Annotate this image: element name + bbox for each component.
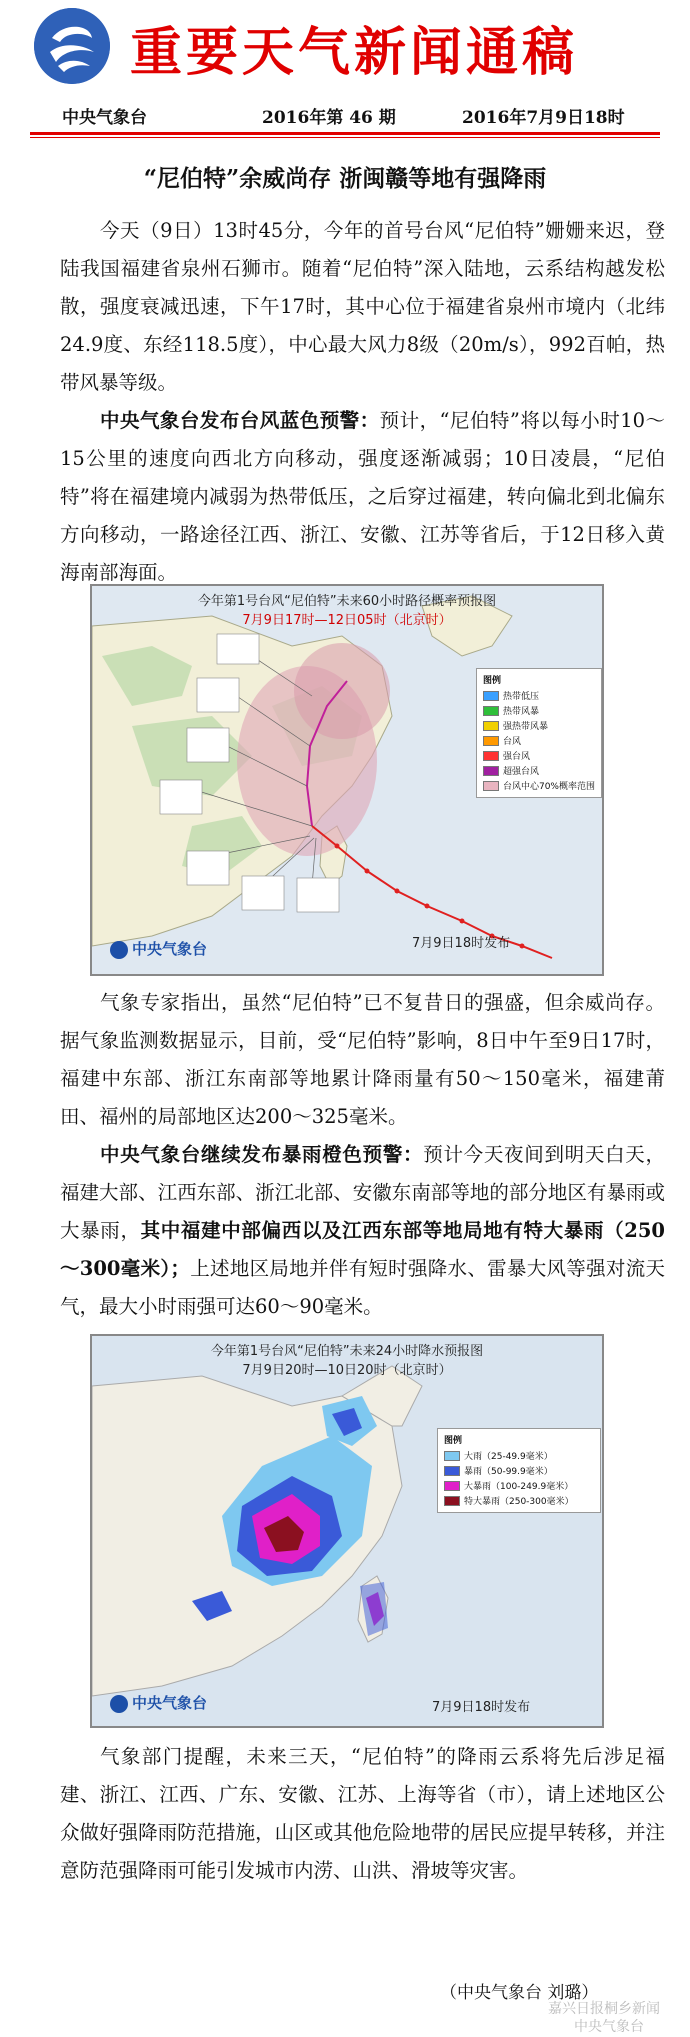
rainfall-forecast-map	[90, 1334, 604, 1728]
legend-swatch	[483, 766, 499, 776]
rainfall-map-graphic	[92, 1336, 602, 1726]
legend-swatch	[444, 1481, 460, 1491]
track-map-published: 7月9日18时发布	[412, 936, 511, 951]
rainfall-legend-items	[444, 1448, 594, 1508]
legend-item	[483, 733, 595, 748]
rainfall-publisher-text: 中央气象台	[132, 1694, 208, 1712]
legend-item	[444, 1463, 594, 1478]
orange-warning-text: 预计今天夜间到明天白天，福建大部、江西东部、浙江北部、安徽东南部等地的部分地区有暴雨或大暴雨，	[60, 1143, 665, 1242]
legend-label: 强台风	[503, 752, 531, 762]
legend-swatch	[483, 781, 499, 791]
legend-label: 超强台风	[503, 767, 540, 777]
rainfall-map-title: 今年第1号台风“尼伯特”未来24小时降水预报图	[210, 1344, 484, 1359]
issue-date: 2016年7月9日18时	[462, 108, 625, 128]
headline: “尼伯特”余威尚存 浙闽赣等地有强降雨	[143, 165, 547, 192]
legend-item	[483, 703, 595, 718]
legend-item	[483, 688, 595, 703]
track-forecast-map	[90, 584, 604, 976]
legend-swatch	[483, 736, 499, 746]
track-publisher-text: 中央气象台	[132, 940, 208, 958]
paragraph-orange-warning	[60, 1136, 665, 1326]
cma-small-logo-icon	[110, 1695, 128, 1713]
legend-item	[483, 718, 595, 733]
track-map-legend	[476, 668, 602, 798]
legend-item	[444, 1493, 594, 1508]
legend-swatch	[444, 1496, 460, 1506]
cma-logo-icon	[34, 8, 110, 84]
legend-swatch	[483, 721, 499, 731]
blue-warning-label: 中央气象台发布台风蓝色预警：	[100, 409, 380, 432]
track-map-title: 今年第1号台风“尼伯特”未来60小时路径概率预报图	[197, 594, 497, 609]
watermark-source: 嘉兴日报桐乡新闻	[548, 2001, 660, 2017]
paragraph-reminder: 气象部门提醒，未来三天，“尼伯特”的降雨云系将先后涉足福建、浙江、江西、广东、安徽、江苏、上海等省（市），请上述地区公众做好强降雨防范措施，山区或其他危险地带的居民应提早转移，并注意防范强降雨可能引发城市内涝、山洪、滑坡等灾害。	[60, 1745, 665, 1882]
legend-item	[444, 1478, 594, 1493]
legend-label: 热带低压	[503, 692, 540, 702]
signature: （中央气象台 刘璐）	[440, 1983, 599, 2003]
track-map-publisher	[110, 938, 207, 959]
header	[0, 0, 690, 90]
legend-label: 大暴雨（100-249.9毫米）	[464, 1482, 574, 1492]
paragraph-landfall: 今天（9日）13时45分，今年的首号台风“尼伯特”姗姗来迟，登陆我国福建省泉州石狮市。随着“尼伯特”深入陆地，云系结构越发松散，强度衰减迅速，下午17时，其中心位于福建省泉州市境内（北纬24.9度、东经118.5度），中心最大风力8级（20m/s），992百帕，热带风暴等级。	[60, 219, 665, 394]
legend-item	[483, 763, 595, 778]
legend-swatch	[483, 691, 499, 701]
blue-warning-text: 预计，“尼伯特”将以每小时10～15公里的速度向西北方向移动，强度逐渐减弱；10日凌晨，“尼伯特”将在福建境内减弱为热带低压，之后穿过福建，转向偏北到北偏东方向移动，一路途径江西、浙江、安徽、江苏等省后，于12日移入黄海南部海面。	[60, 409, 665, 584]
watermark-agency: 中央气象台	[574, 2019, 644, 2035]
legend-label: 台风	[503, 737, 522, 747]
rainfall-map-published: 7月9日18时发布	[432, 1700, 531, 1715]
paragraph-blue-warning	[60, 402, 665, 592]
legend-item	[483, 748, 595, 763]
cma-small-logo-icon	[110, 941, 128, 959]
legend-label: 台风中心70%概率范围	[502, 782, 595, 792]
rainfall-map-title-block	[92, 1340, 602, 1378]
legend-label: 特大暴雨（250-300毫米）	[464, 1497, 574, 1507]
legend-item	[444, 1448, 594, 1463]
rainfall-map-subtitle: 7月9日20时—10日20时（北京时）	[242, 1363, 452, 1378]
rainfall-map-legend	[437, 1428, 601, 1513]
legend-label: 暴雨（50-99.9毫米）	[464, 1467, 553, 1477]
issue-number: 2016年第 46 期	[262, 108, 396, 128]
rainfall-legend-title: 图例	[444, 1436, 463, 1446]
legend-swatch	[483, 706, 499, 716]
issuer: 中央气象台	[62, 108, 147, 128]
orange-warning-tail: 上述地区局地并伴有短时强降水、雷暴大风等强对流天气，最大小时雨强可达60～90毫米。	[60, 1257, 665, 1318]
header-rule	[30, 132, 660, 135]
track-legend-title: 图例	[483, 676, 502, 686]
header-rule-thin	[30, 137, 660, 138]
track-map-title-block	[92, 590, 602, 628]
legend-swatch	[483, 751, 499, 761]
legend-swatch	[444, 1466, 460, 1476]
rainfall-map-publisher	[110, 1692, 207, 1713]
orange-warning-label: 中央气象台继续发布暴雨橙色预警：	[100, 1143, 424, 1166]
legend-label: 强热带风暴	[503, 722, 549, 732]
legend-item	[483, 778, 595, 793]
track-map-subtitle: 7月9日17时—12日05时（北京时）	[242, 613, 452, 628]
legend-label: 热带风暴	[503, 707, 540, 717]
paragraph-expert: 气象专家指出，虽然“尼伯特”已不复昔日的强盛，但余威尚存。据气象监测数据显示，目前，受“尼伯特”影响，8日中午至9日17时，福建中东部、浙江东南部等地累计降雨量有50～150毫米，福建莆田、福州的局部地区达200～325毫米。	[60, 991, 665, 1128]
orange-warning-highlight: 其中福建中部偏西以及江西东部等地局地有特大暴雨（250～300毫米）；	[60, 1219, 665, 1280]
track-legend-items	[483, 688, 595, 793]
legend-label: 大雨（25-49.9毫米）	[464, 1452, 553, 1462]
legend-swatch	[444, 1451, 460, 1461]
bulletin-title: 重要天气新闻通稿	[130, 22, 579, 83]
